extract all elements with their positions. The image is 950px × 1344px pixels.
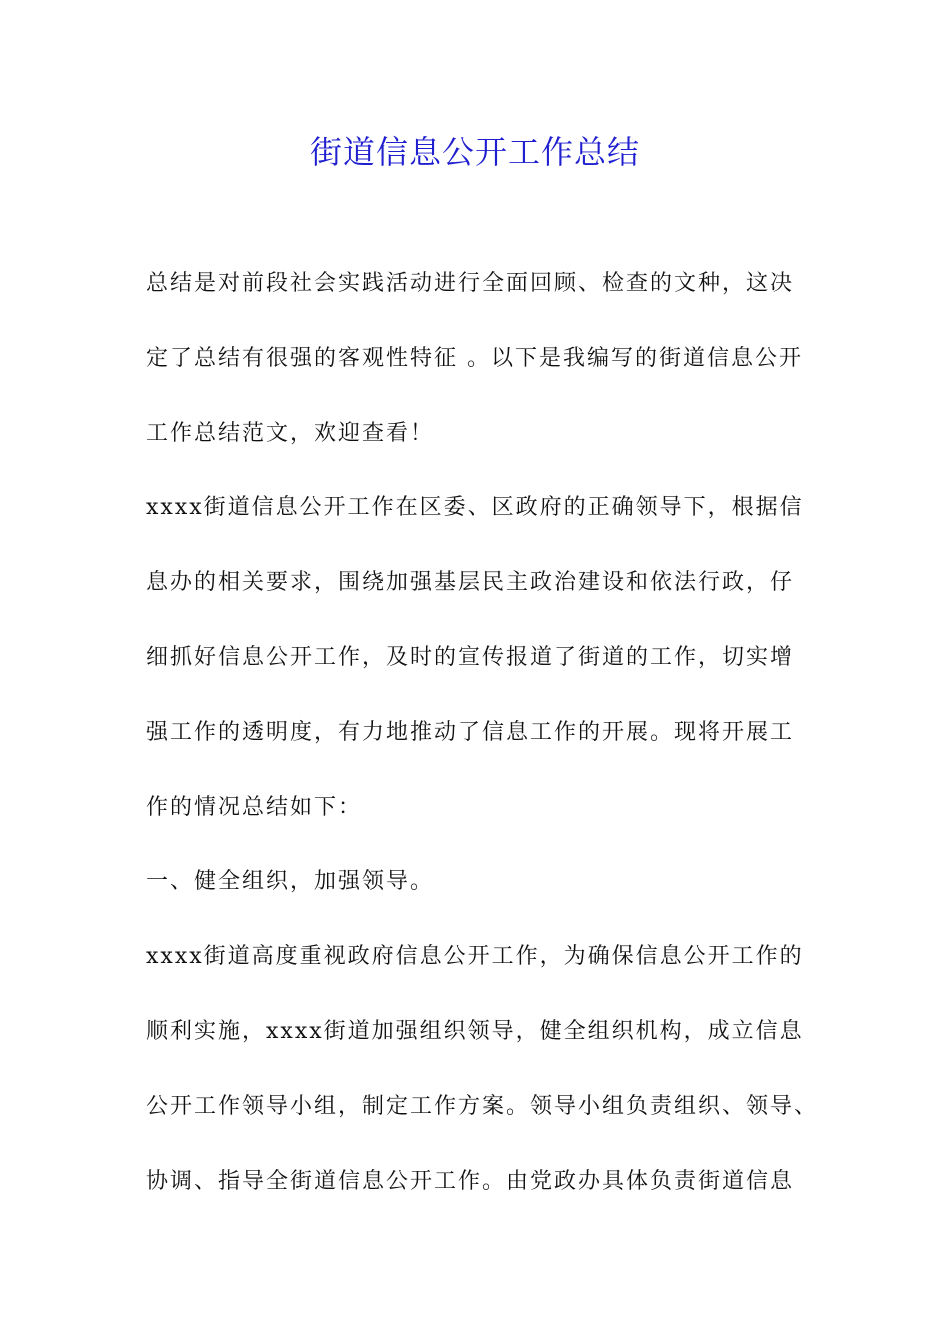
text-line: 协调、指导全街道信息公开工作。由党政办具体负责街道信息 xyxy=(146,1168,795,1194)
text-line: 定了总结有很强的客观性特征 。以下是我编写的街道信息公开 xyxy=(146,345,803,371)
text-line: 工作总结范文，欢迎查看！ xyxy=(146,420,435,446)
text-line: 强工作的透明度，有力地推动了信息工作的开展。现将开展工 xyxy=(146,719,795,745)
text-line: 公开工作领导小组，制定工作方案。领导小组负责组织、领导、 xyxy=(146,1093,819,1119)
document-body xyxy=(146,262,819,1234)
text-line: xxxx街道高度重视政府信息公开工作，为确保信息公开工作的 xyxy=(146,944,804,970)
page-title: 街道信息公开工作总结 xyxy=(309,133,640,171)
section-heading: 一、健全组织，加强领导。 xyxy=(146,869,435,895)
text-line: 总结是对前段社会实践活动进行全面回顾、检查的文种，这决 xyxy=(146,271,795,296)
text-line: 作的情况总结如下： xyxy=(146,794,363,820)
text-line: 息办的相关要求，围绕加强基层民主政治建设和依法行政，仔 xyxy=(146,570,795,596)
text-line: 顺利实施，xxxx街道加强组织领导，健全组织机构，成立信息 xyxy=(146,1018,804,1044)
text-line: 细抓好信息公开工作，及时的宣传报道了街道的工作，切实增 xyxy=(146,644,795,670)
text-line: xxxx街道信息公开工作在区委、区政府的正确领导下，根据信 xyxy=(146,495,804,521)
